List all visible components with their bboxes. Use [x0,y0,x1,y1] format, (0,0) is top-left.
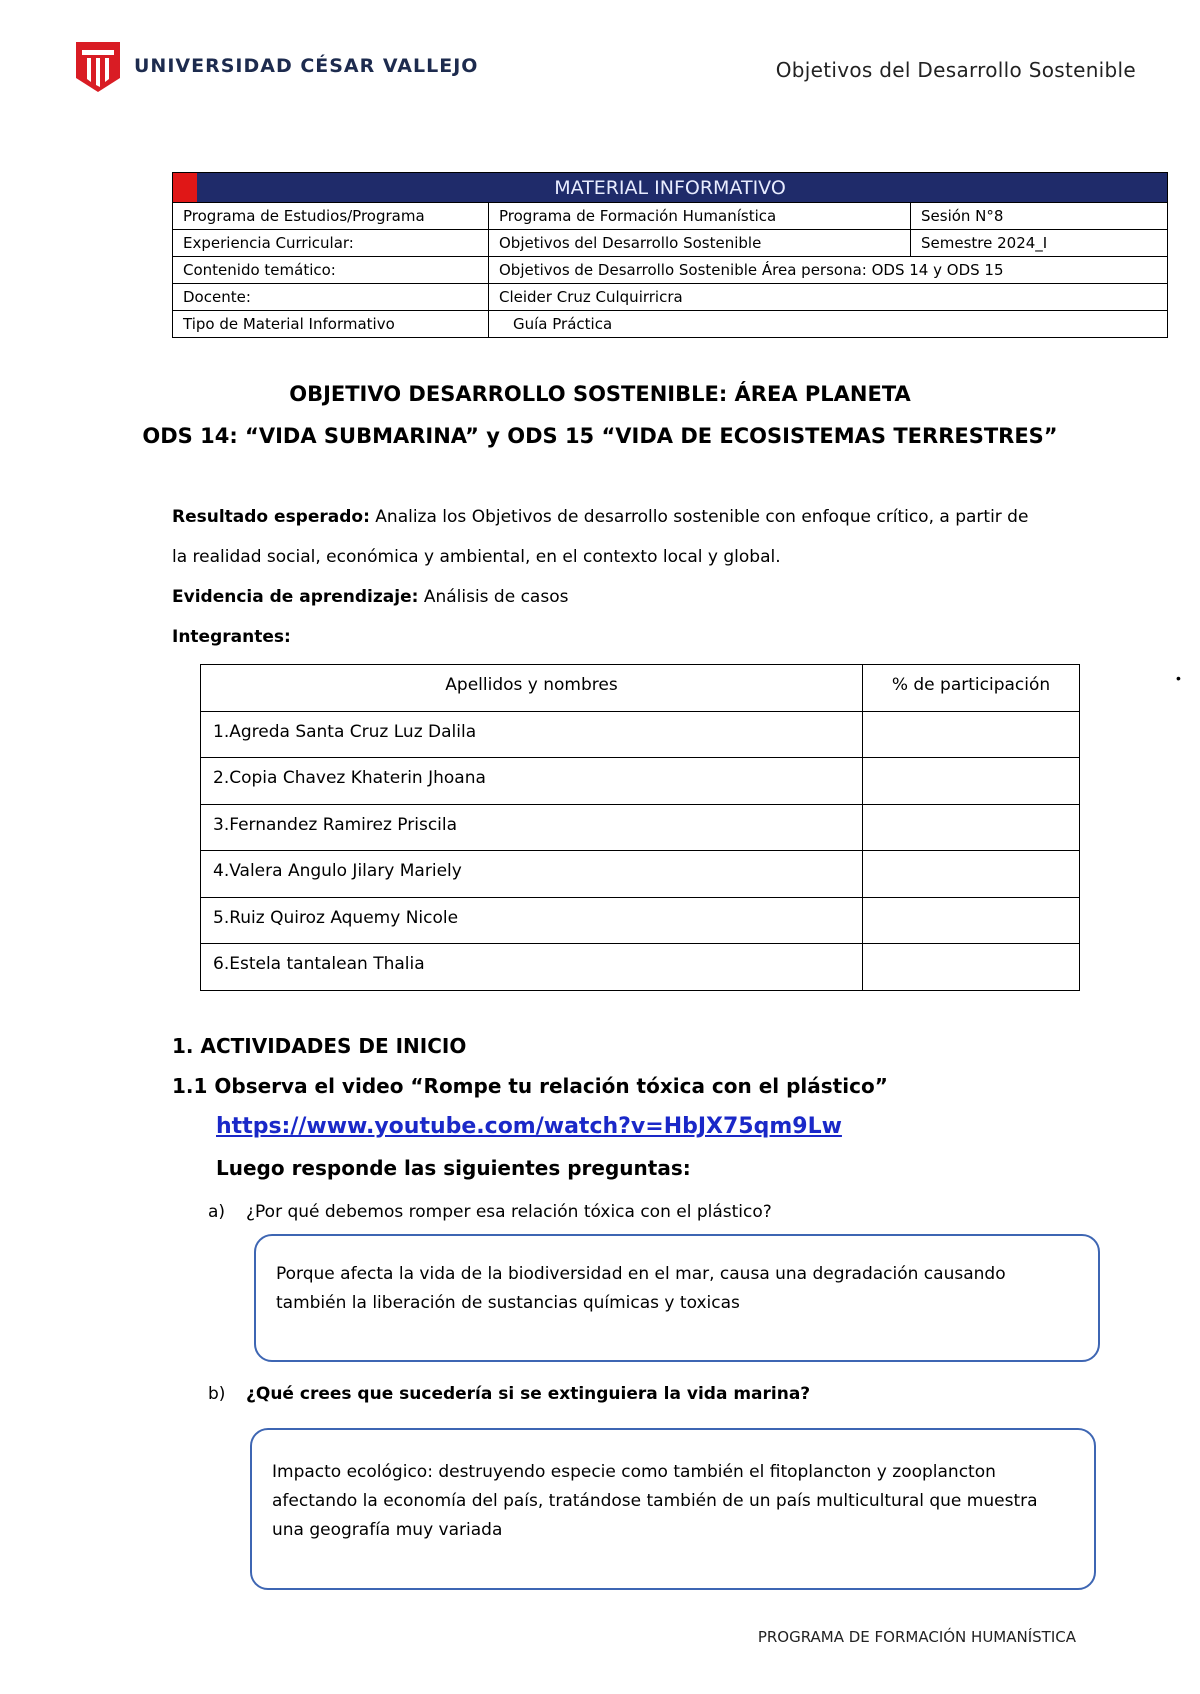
info-cell: Programa de Estudios/Programa [173,203,489,230]
info-row-material-type [173,311,1168,338]
members-table-header [201,665,1080,712]
members-col-names: Apellidos y nombres [201,665,863,712]
member-participation-cell[interactable] [863,851,1080,898]
header-title: Objetivos del Desarrollo Sostenible [775,58,1136,82]
university-logo [74,38,478,94]
answer-box-a[interactable] [254,1234,1100,1362]
video-link[interactable]: https://www.youtube.com/watch?v=HbJX75qm9Lw [216,1114,842,1139]
answer-box-b[interactable] [250,1428,1096,1590]
question-a-text: ¿Por qué debemos romper esa relación tóxica con el plástico? [246,1202,772,1222]
info-cell: Objetivos del Desarrollo Sostenible [489,230,911,257]
member-participation-cell[interactable] [863,804,1080,851]
info-table-heading [173,173,1168,203]
red-corner-mark [173,173,197,202]
questions-instruction: Luego responde las siguientes preguntas: [216,1156,691,1180]
member-participation-cell[interactable] [863,758,1080,805]
learning-evidence [172,586,568,608]
member-name: 5.Ruiz Quiroz Aquemy Nicole [201,897,863,944]
learning-evidence-label: Evidencia de aprendizaje: [172,587,419,607]
members-col-participation: % de participación [863,665,1080,712]
table-row [201,758,1080,805]
member-participation-cell[interactable] [863,711,1080,758]
info-cell: Docente: [173,284,489,311]
info-table [172,172,1168,338]
section-heading-start-activities: 1. ACTIVIDADES DE INICIO [172,1034,467,1058]
answer-a-text: Porque afecta la vida de la biodiversidad en el mar, causa una degradación causando también la liberación de sustancias químicas y toxicas [276,1264,1006,1313]
stray-dot: • [1176,670,1181,686]
logo-text: UNIVERSIDAD CÉSAR VALLEJO [134,55,479,77]
info-table-heading-text: MATERIAL INFORMATIVO [554,176,786,199]
members-table [200,664,1080,991]
info-cell: Tipo de Material Informativo [173,311,489,338]
info-cell: Experiencia Curricular: [173,230,489,257]
question-a-letter: a) [208,1202,226,1222]
member-participation-cell[interactable] [863,897,1080,944]
table-row [201,897,1080,944]
member-name: 1.Agreda Santa Cruz Luz Dalila [201,711,863,758]
info-cell: Sesión N°8 [911,203,1168,230]
footer-text: PROGRAMA DE FORMACIÓN HUMANÍSTICA [757,1628,1076,1646]
question-b [208,1384,810,1404]
table-row [201,711,1080,758]
member-name: 2.Copia Chavez Khaterin Jhoana [201,758,863,805]
info-row-program [173,203,1168,230]
info-row-content [173,257,1168,284]
info-cell: Contenido temático: [173,257,489,284]
expected-result-continued: la realidad social, económica y ambiental, en el contexto local y global. [172,547,781,567]
subsection-heading-video: 1.1 Observa el video “Rompe tu relación tóxica con el plástico” [172,1074,888,1098]
main-title-line2: ODS 14: “VIDA SUBMARINA” y ODS 15 “VIDA DE ECOSISTEMAS TERRESTRES” [142,424,1058,448]
expected-result-label: Resultado esperado: [172,507,370,527]
member-participation-cell[interactable] [863,944,1080,991]
members-label-text: Integrantes: [172,627,291,647]
info-cell: Programa de Formación Humanística [489,203,911,230]
question-b-text: ¿Qué crees que sucedería si se extinguiera la vida marina? [246,1384,811,1404]
question-a [208,1202,772,1222]
table-row [201,851,1080,898]
member-name: 4.Valera Angulo Jilary Mariely [201,851,863,898]
expected-result-text: Analiza los Objetivos de desarrollo sostenible con enfoque crítico, a partir de [369,507,1029,527]
ucv-shield-icon [74,38,122,94]
members-label [172,626,291,648]
learning-evidence-text: Análisis de casos [418,587,569,607]
expected-result [172,506,1028,528]
main-title-line1: OBJETIVO DESARROLLO SOSTENIBLE: ÁREA PLANETA [289,382,911,406]
info-cell: Objetivos de Desarrollo Sostenible Área persona: ODS 14 y ODS 15 [489,257,1168,284]
info-table-heading-row [173,173,1168,203]
member-name: 6.Estela tantalean Thalia [201,944,863,991]
table-row [201,944,1080,991]
table-row [201,804,1080,851]
member-name: 3.Fernandez Ramirez Priscila [201,804,863,851]
info-cell: Semestre 2024_I [911,230,1168,257]
info-row-experience [173,230,1168,257]
info-cell: Guía Práctica [489,311,1168,338]
info-row-teacher [173,284,1168,311]
info-cell: Cleider Cruz Culquirricra [489,284,1168,311]
answer-b-text: Impacto ecológico: destruyendo especie como también el fitoplancton y zooplancton afectando la economía del país, tratándose también de un país multicultural que muestra una geografía muy variada [272,1462,1038,1540]
question-b-letter: b) [208,1384,226,1404]
